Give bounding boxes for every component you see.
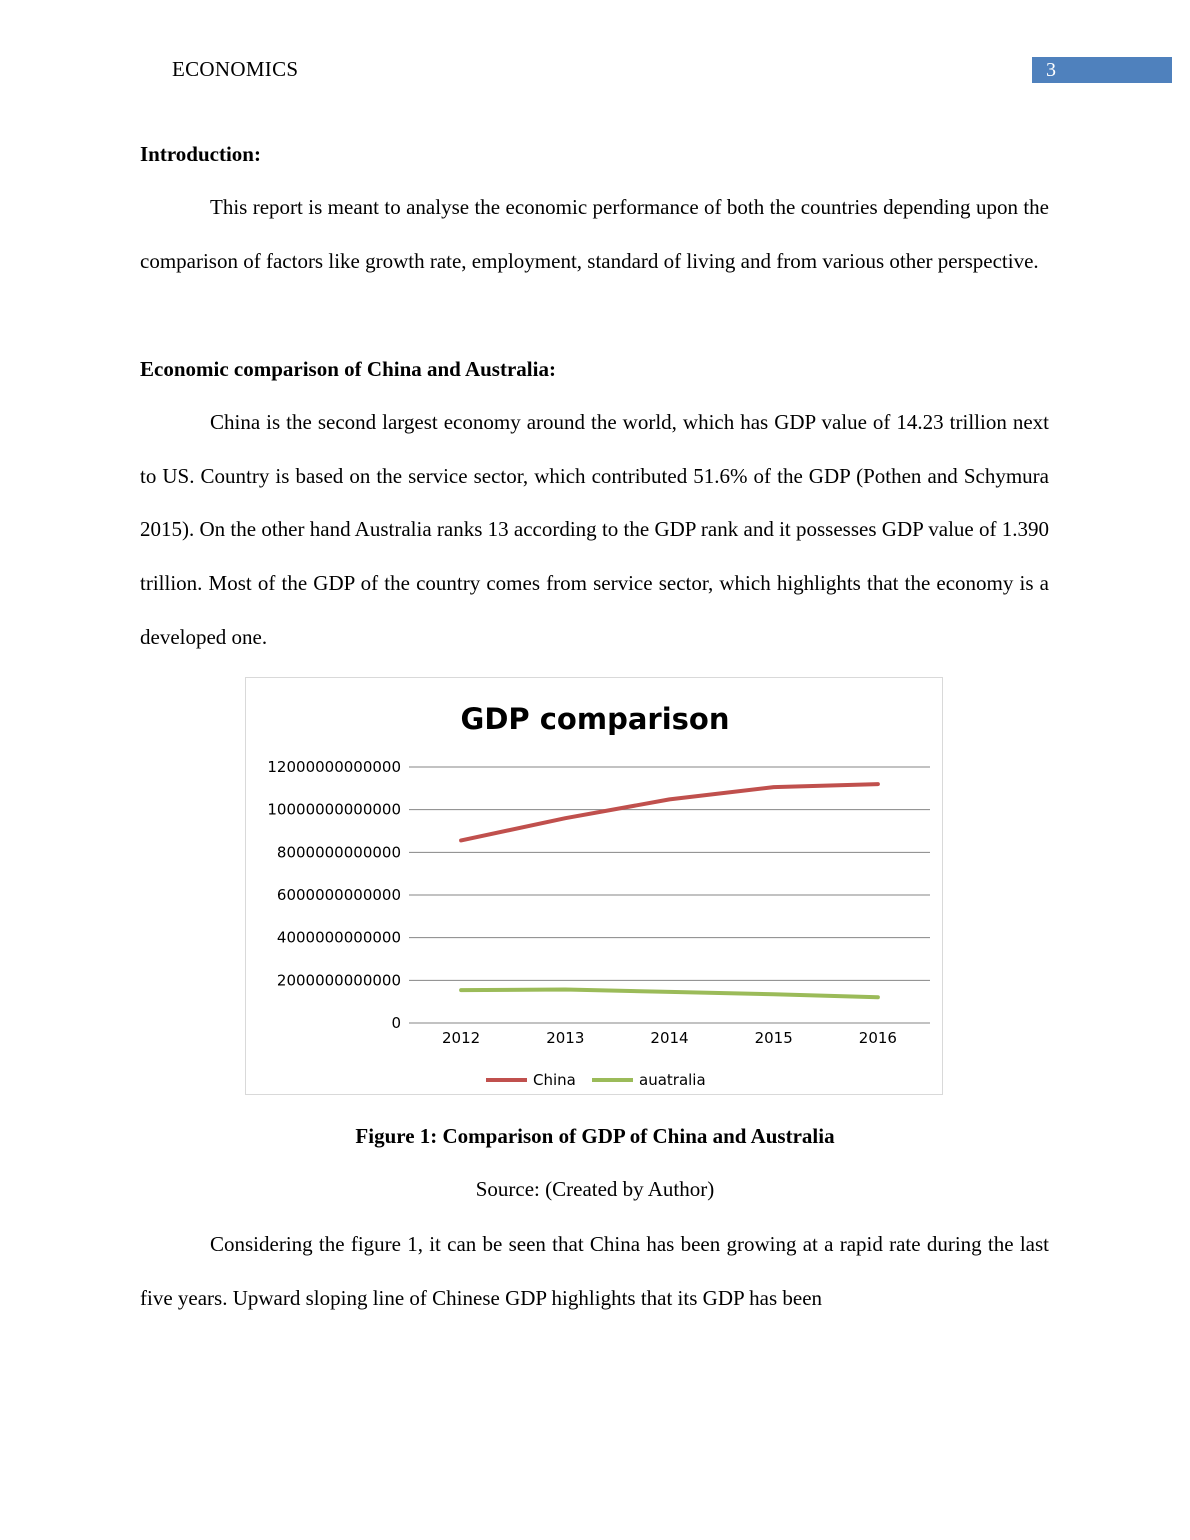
- y-tick-label: 12000000000000: [267, 758, 401, 776]
- series-line-china: [461, 784, 878, 840]
- page-number-badge: 3: [1032, 57, 1172, 83]
- y-tick-label: 10000000000000: [267, 800, 401, 819]
- running-header-title: ECONOMICS: [172, 57, 299, 81]
- paragraph-introduction: This report is meant to analyse the economic performance of both the countries depending upon the comparison of factors like growth rate, employment, standard of living and from various other perspective.: [140, 195, 1049, 273]
- y-tick-label: 0: [391, 1014, 401, 1032]
- gdp-chart: [245, 677, 943, 1095]
- gdp-chart-canvas: [246, 678, 944, 1096]
- x-tick-label: 2015: [754, 1029, 793, 1047]
- figure-source: Source: (Created by Author): [475, 1177, 715, 1201]
- section-heading-introduction: Introduction:: [140, 142, 261, 166]
- paragraph-figure-discussion: Considering the figure 1, it can be seen that China has been growing at a rapid rate during the last five years. Upward sloping line of Chinese GDP highlights that its GDP has been: [140, 1232, 1049, 1310]
- paragraph-comparison: China is the second largest economy around the world, which has GDP value of 14.23 trillion next to US. Country is based on the service sector, which contributed 51.6% of the GDP (Pothen and Schymura 2015). On the other hand Australia ranks 13 according to the GDP rank and it possesses GDP value of 1.390 trillion. Most of the GDP of the country comes from service sector, which highlights that the economy is a developed one.: [140, 410, 1049, 649]
- x-tick-label: 2016: [858, 1029, 897, 1047]
- legend-label-auatralia: auatralia: [639, 1071, 706, 1089]
- series-line-auatralia: [461, 990, 878, 998]
- y-tick-label: 6000000000000: [276, 886, 401, 904]
- figure-caption: Figure 1: Comparison of GDP of China and Australia: [355, 1124, 835, 1148]
- y-tick-label: 4000000000000: [276, 928, 401, 947]
- x-tick-label: 2013: [546, 1029, 585, 1047]
- x-tick-label: 2012: [442, 1029, 481, 1047]
- y-tick-label: 8000000000000: [276, 843, 401, 862]
- x-tick-label: 2014: [650, 1029, 689, 1047]
- chart-title: GDP comparison: [460, 702, 730, 736]
- y-tick-label: 2000000000000: [276, 971, 401, 990]
- legend-label-china: China: [533, 1071, 576, 1089]
- section-heading-comparison: Economic comparison of China and Australia:: [140, 357, 556, 381]
